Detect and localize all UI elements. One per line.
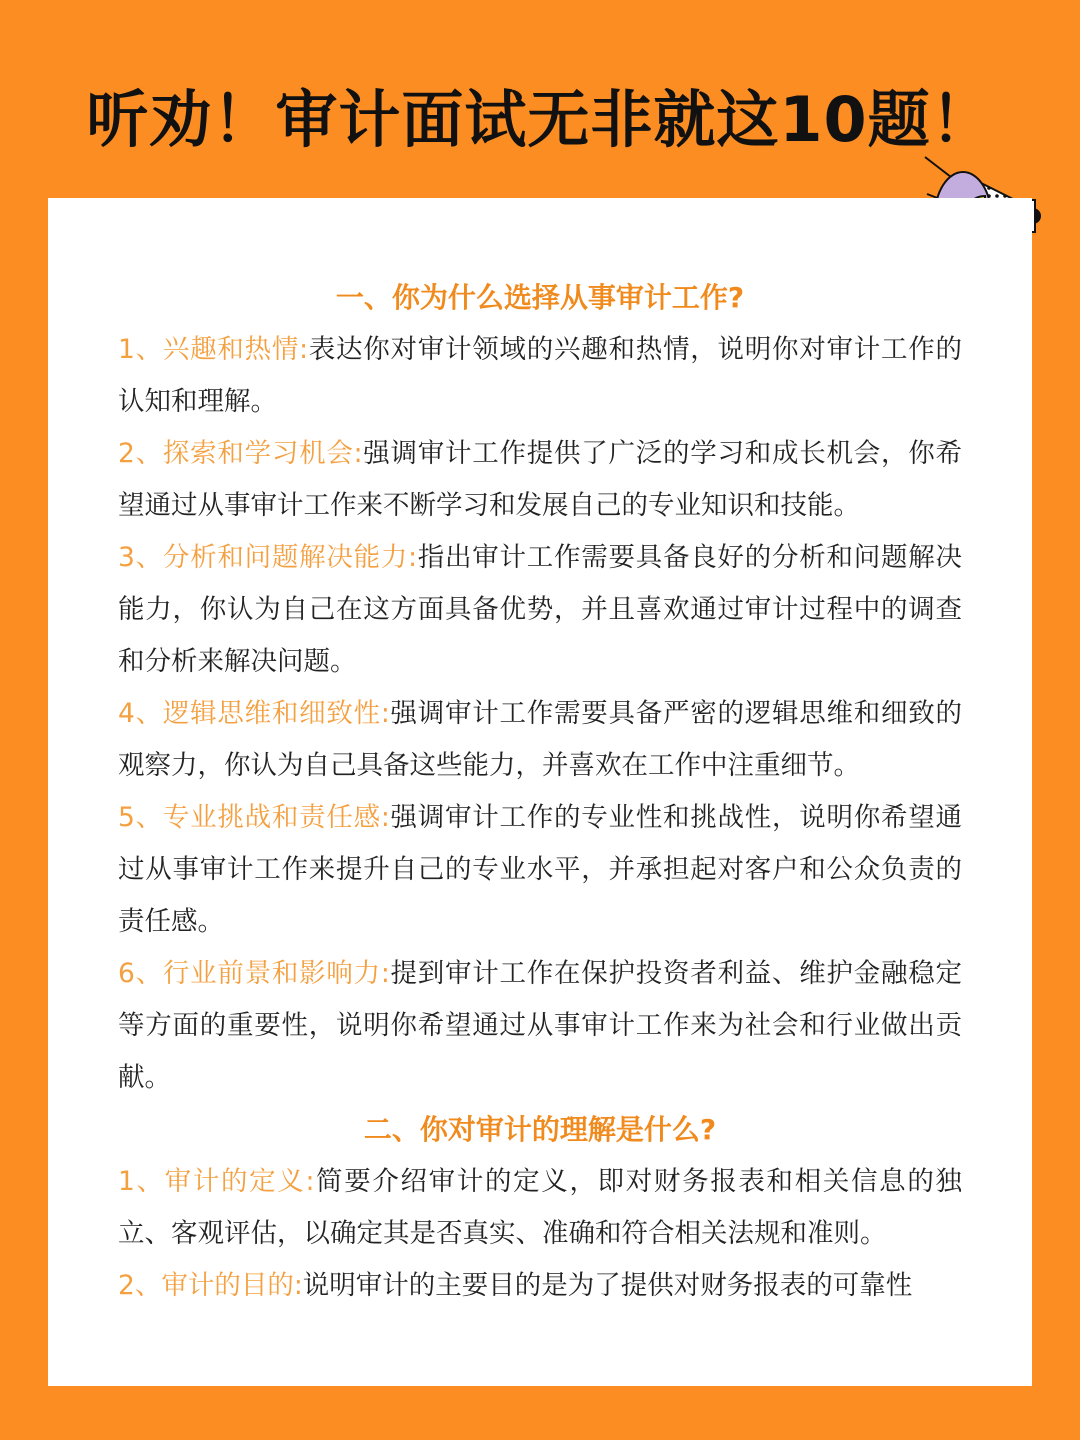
item-label: 1、兴趣和热情: [118, 334, 309, 365]
item-label: 6、行业前景和影响力: [118, 958, 390, 989]
item-label: 2、探索和学习机会: [118, 438, 363, 469]
item-text: 指出审计工作需要具备良好的分析和问题解决能力，你认为自己在这方面具备优势，并且喜欢通过审计过程中的调查和分析来解决问题。 [118, 542, 963, 677]
list-item [118, 428, 962, 532]
item-label: 2、审计的目的: [118, 1270, 303, 1301]
item-text: 说明审计的主要目的是为了提供对财务报表的可靠性 [302, 1270, 913, 1301]
list-item [118, 792, 962, 948]
section-why-audit [118, 272, 962, 1104]
item-text: 表达你对审计领域的兴趣和热情，说明你对审计工作的认知和理解。 [118, 334, 962, 417]
list-item [118, 1260, 962, 1312]
list-item [118, 948, 962, 1104]
section-heading: 二、你对审计的理解是什么? [363, 1113, 717, 1146]
page-title: 听劝！审计面试无非就这10题！ [86, 83, 994, 156]
item-label: 1、审计的定义: [118, 1166, 315, 1197]
item-text: 强调审计工作的专业性和挑战性，说明你希望通过从事审计工作来提升自己的专业水平，并承担起对客户和公众负责的责任感。 [118, 802, 962, 937]
list-item [118, 532, 962, 688]
item-text: 提到审计工作在保护投资者利益、维护金融稳定等方面的重要性，说明你希望通过从事审计工作来为社会和行业做出贡献。 [118, 958, 962, 1093]
list-item [118, 688, 962, 792]
item-label: 3、分析和问题解决能力: [118, 542, 418, 573]
item-label: 4、逻辑思维和细致性: [118, 698, 390, 729]
item-text: 强调审计工作提供了广泛的学习和成长机会，你希望通过从事审计工作来不断学习和发展自己的专业知识和技能。 [118, 438, 962, 521]
list-item [118, 324, 962, 428]
item-text: 简要介绍审计的定义，即对财务报表和相关信息的独立、客观评估，以确定其是否真实、准确和符合相关法规和准则。 [118, 1166, 962, 1249]
item-label: 5、专业挑战和责任感: [118, 802, 390, 833]
list-item [118, 1156, 962, 1260]
article-body [118, 272, 962, 1312]
section-heading: 一、你为什么选择从事审计工作? [335, 281, 745, 314]
item-text: 强调审计工作需要具备严密的逻辑思维和细致的观察力，你认为自己具备这些能力，并喜欢在工作中注重细节。 [118, 698, 962, 781]
section-understanding [118, 1104, 962, 1312]
